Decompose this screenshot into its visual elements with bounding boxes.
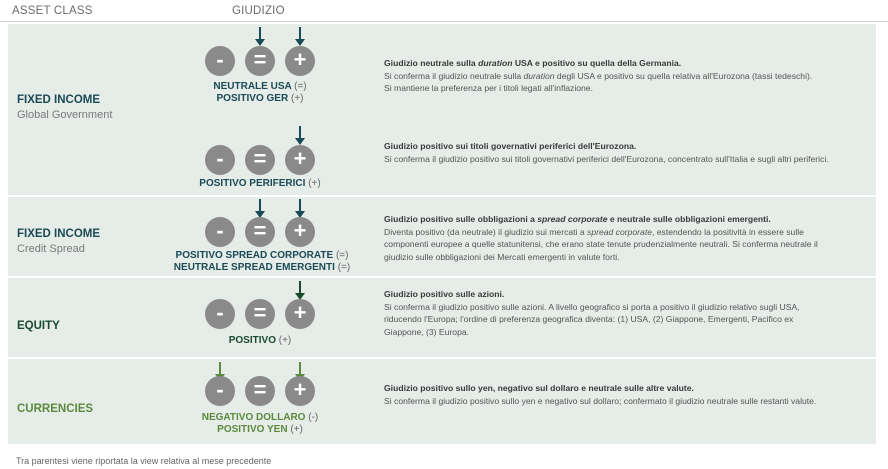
description-line: Diventa positivo (da neutrale) il giudizio sui mercati a spread corporate, estendendo la positività in essere sulle — [384, 226, 804, 237]
minus-rating-icon: - — [205, 46, 235, 76]
description-heading: Giudizio positivo sulle obbligazioni a spread corporate e neutrale sulle obbligazioni emergenti. — [384, 214, 771, 224]
currencies-rating-label-2 — [160, 424, 360, 436]
giudizio-header: GIUDIZIO — [232, 5, 285, 17]
arrow-down-icon — [295, 199, 305, 219]
arrow-down-icon — [295, 281, 305, 301]
arrow-down-icon — [255, 27, 265, 47]
gov-description-1 — [384, 57, 854, 95]
rating-text: POSITIVO — [228, 335, 276, 346]
table-header — [0, 0, 888, 22]
currencies-rating-label-1 — [160, 412, 360, 424]
description-heading: Giudizio neutrale sulla duration USA e positivo su quella della Germania. — [384, 58, 682, 68]
plus-rating-icon: + — [285, 217, 315, 247]
minus-rating-icon: - — [205, 145, 235, 175]
description-heading: Giudizio positivo sullo yen, negativo sul dollaro e neutrale sulle altre valute. — [384, 383, 694, 393]
asset-class-header: ASSET CLASS — [12, 5, 93, 17]
plus-rating-icon: + — [285, 376, 315, 406]
description-heading: Giudizio positivo sui titoli governativi periferici dell'Eurozona. — [384, 141, 637, 151]
arrow-down-icon — [295, 27, 305, 47]
fixed-income-credit-title: FIXED INCOME — [17, 228, 101, 240]
description-line: Si mantiene la preferenza per i titoli legati all'inflazione. — [384, 83, 593, 93]
rating-scale-equity — [205, 299, 325, 329]
previous-rating: (-) — [308, 412, 319, 423]
credit-rating-label-1 — [157, 250, 367, 262]
plus-rating-icon: + — [285, 145, 315, 175]
fixed-income-gov-subtitle: Global Government — [17, 109, 113, 121]
rating-text: POSITIVO PERIFERICI — [199, 178, 306, 189]
rating-text: POSITIVO SPREAD CORPORATE — [175, 250, 334, 261]
description-line: giudizio sulle obbligazioni dei Mercati emergenti in valute forti. — [384, 251, 620, 262]
rating-text: NEGATIVO DOLLARO — [201, 412, 306, 423]
rating-text: POSITIVO YEN — [217, 424, 288, 435]
currencies-title: CURRENCIES — [17, 403, 94, 415]
description-line: Si conferma il giudizio positivo sullo yen e negativo sul dollaro; confermato il giudizio neutrale sulle restanti valute. — [384, 395, 817, 406]
previous-rating: (=) — [335, 250, 349, 261]
minus-rating-icon: - — [205, 217, 235, 247]
fixed-income-credit-class — [17, 227, 100, 257]
previous-rating: (+) — [290, 424, 303, 435]
equity-title: EQUITY — [17, 320, 60, 332]
gov-rating-label-2 — [160, 93, 360, 105]
description-line: Si conferma il giudizio neutrale sulla duration degli USA e positivo su quella relativa all'Eurozona (tassi tedeschi). — [384, 70, 813, 81]
previous-rating: (+) — [278, 335, 292, 346]
row-fixed-income-gov — [8, 24, 876, 195]
minus-rating-icon: - — [205, 376, 235, 406]
equal-rating-icon: = — [245, 299, 275, 329]
footnote: Tra parentesi viene riportata la view relativa al mese precedente — [16, 456, 272, 466]
equity-class — [17, 319, 60, 334]
minus-rating-icon: - — [205, 299, 235, 329]
gov-rating-label-1 — [160, 81, 360, 93]
description-line: Giappone, (3) Europa. — [384, 326, 470, 337]
currencies-description — [384, 382, 854, 407]
description-heading: Giudizio positivo sulle azioni. — [384, 289, 505, 299]
equal-rating-icon: = — [245, 376, 275, 406]
rating-scale-gov-1 — [205, 46, 325, 76]
equal-rating-icon: = — [245, 217, 275, 247]
rating-scale-currencies — [205, 376, 325, 406]
rating-scale-gov-2 — [205, 145, 325, 175]
plus-rating-icon: + — [285, 299, 315, 329]
fixed-income-gov-title: FIXED INCOME — [17, 94, 101, 106]
gov-description-2 — [384, 140, 854, 165]
previous-rating: (+) — [308, 178, 321, 189]
equity-description — [384, 288, 854, 338]
arrow-down-icon — [295, 126, 305, 146]
previous-rating: (+) — [290, 93, 304, 104]
previous-rating: (=) — [337, 262, 351, 273]
currencies-class — [17, 402, 93, 417]
rating-scale-credit — [205, 217, 325, 247]
description-line: riducendo l'Europa; l'ordine di preferenza geografica diventa: (1) USA, (2) Giappone, Emergenti, Pacifico ex — [384, 314, 794, 324]
credit-description — [384, 213, 854, 263]
previous-rating: (=) — [294, 81, 307, 92]
rating-text: POSITIVO GER — [216, 93, 289, 104]
description-line: Si conferma il giudizio positivo sui titoli governativi periferici dell'Eurozona, concentrato sull'Italia e sugli altri periferici. — [384, 153, 829, 164]
description-line: componenti europee a quelle statunitensi, che erano state tenute prudenzialmente neutrali. Si conferma neutrale il — [384, 239, 818, 249]
fixed-income-gov-class — [17, 93, 112, 123]
arrow-down-icon — [255, 199, 265, 219]
equal-rating-icon: = — [245, 145, 275, 175]
equity-rating-label — [160, 335, 360, 347]
plus-rating-icon: + — [285, 46, 315, 76]
rating-text: NEUTRALE SPREAD EMERGENTI — [173, 262, 335, 273]
credit-rating-label-2 — [157, 262, 367, 274]
equal-rating-icon: = — [245, 46, 275, 76]
rating-text: NEUTRALE USA — [213, 81, 292, 92]
gov-rating-label-3 — [160, 178, 360, 190]
fixed-income-credit-subtitle: Credit Spread — [17, 243, 85, 255]
description-line: Si conferma il giudizio positivo sulle azioni. A livello geografico si porta a positivo il giudizio relativo sugli USA, — [384, 301, 800, 312]
